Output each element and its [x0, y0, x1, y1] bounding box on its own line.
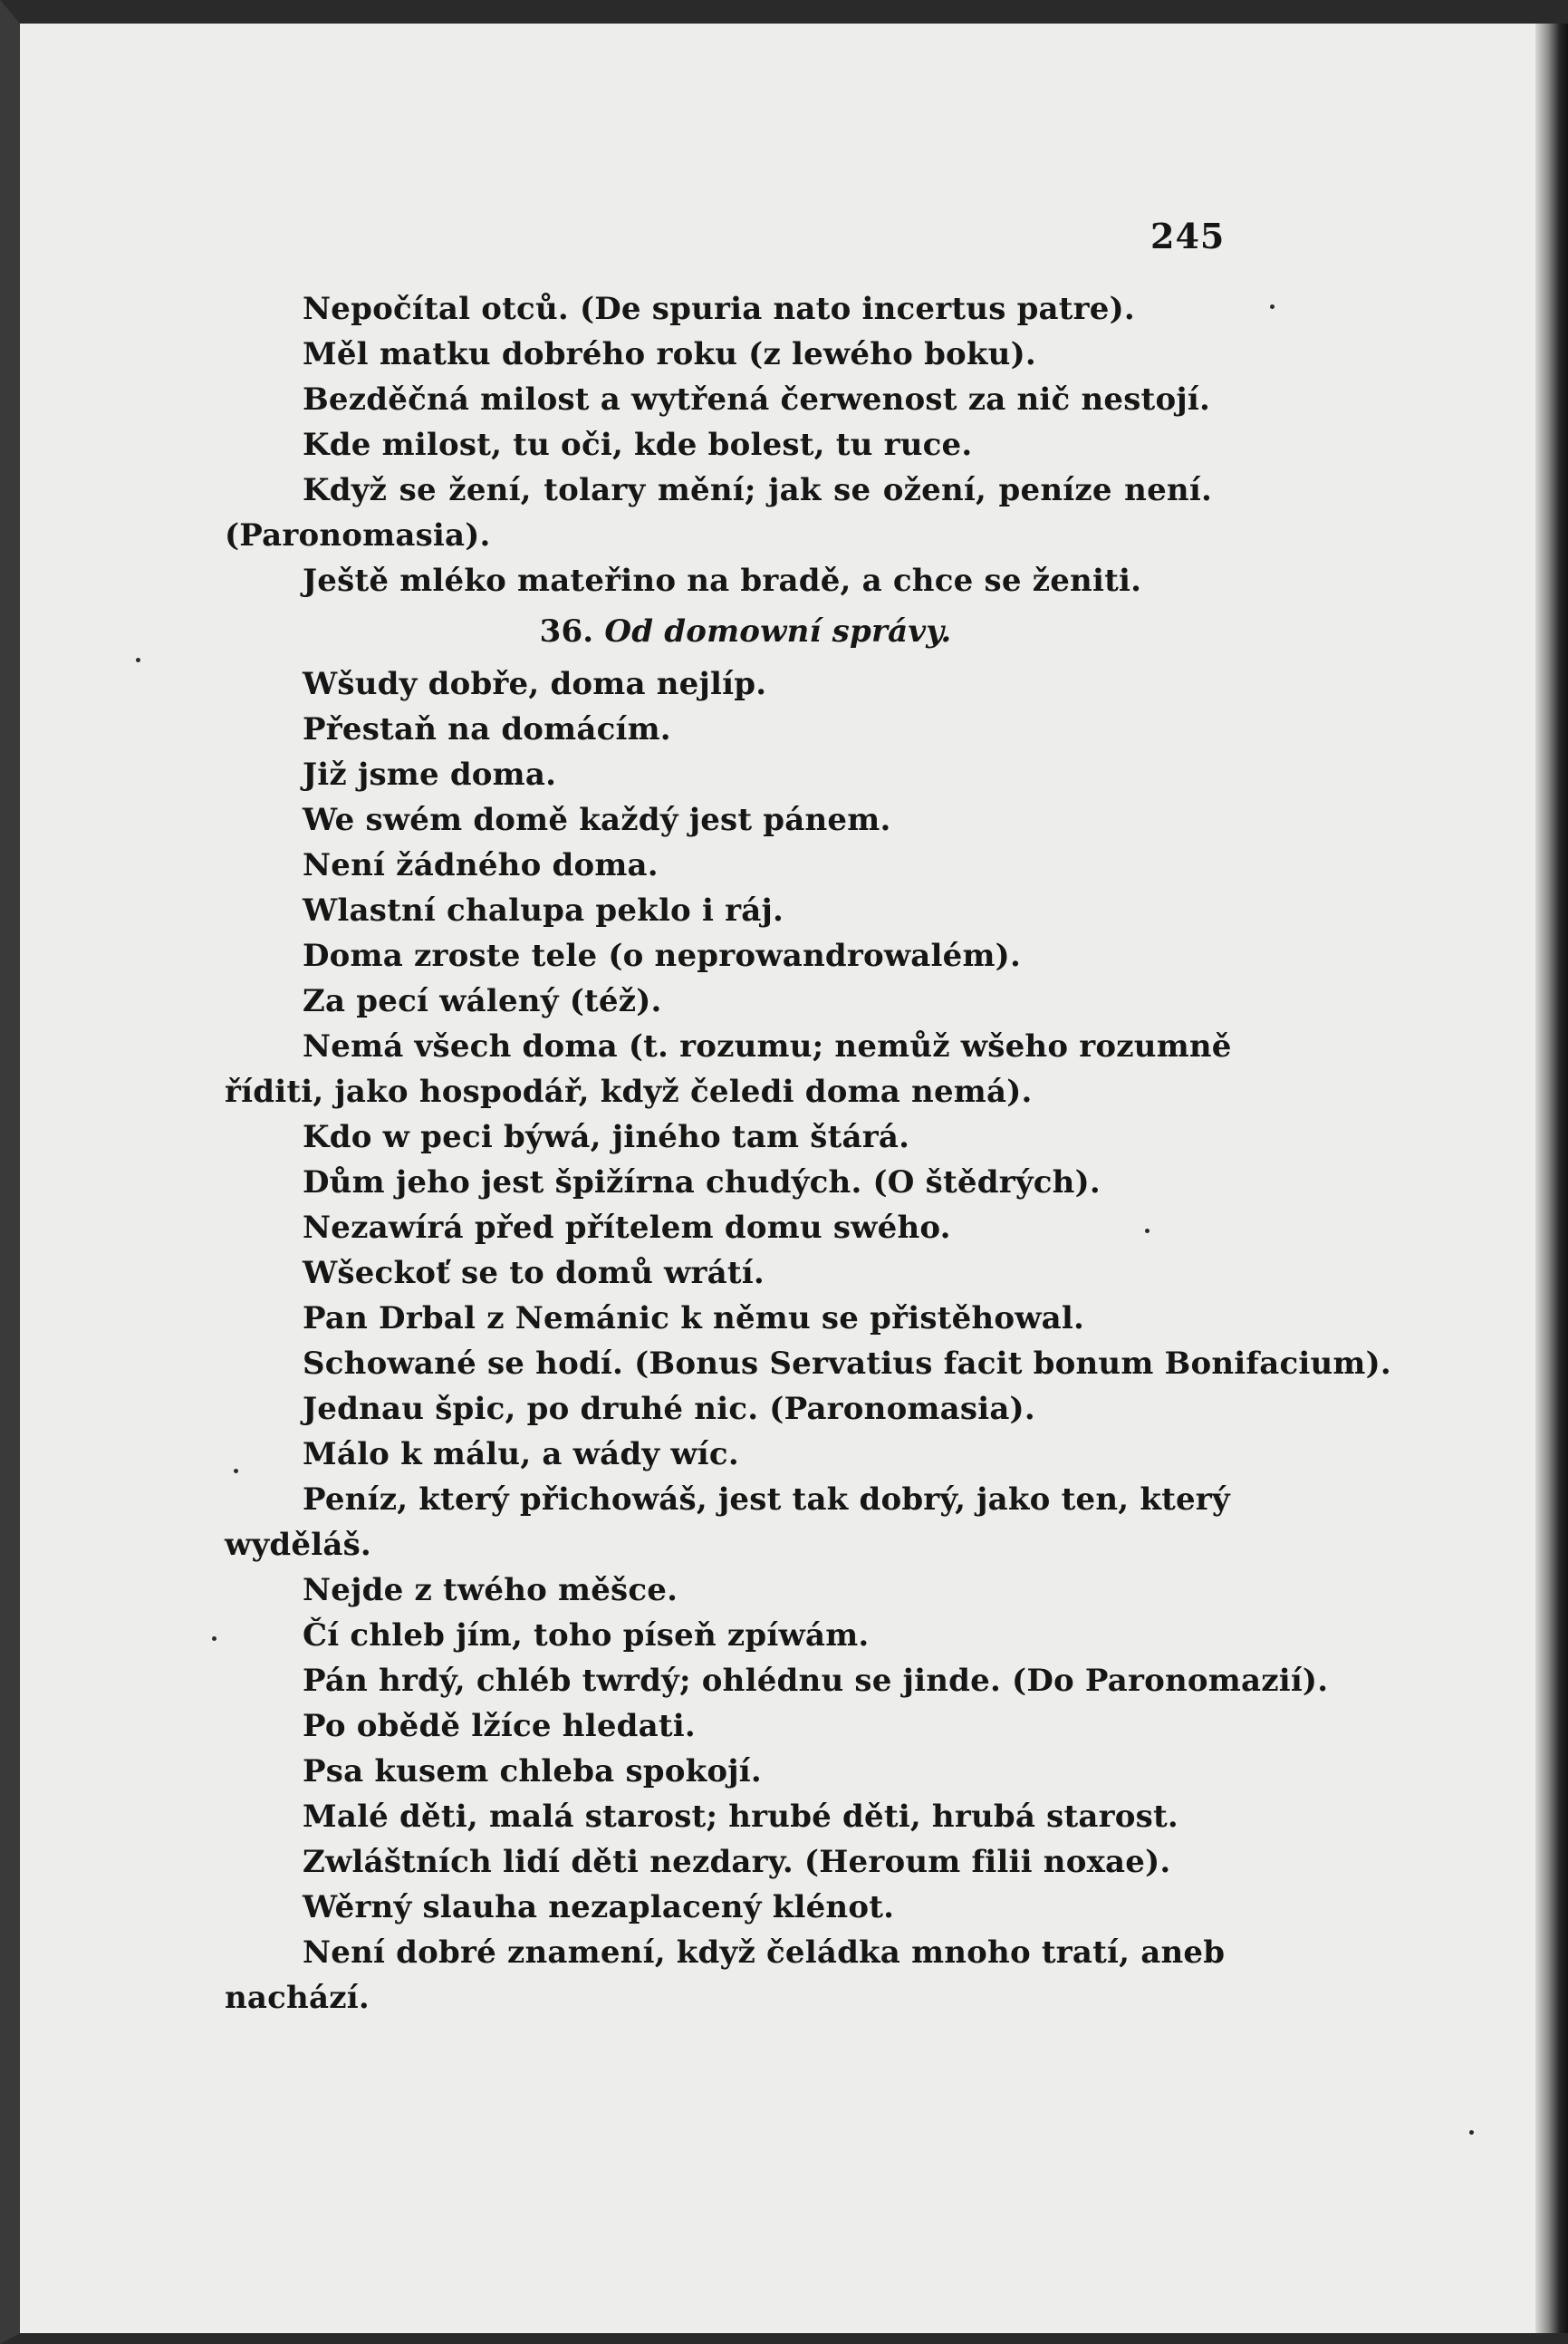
text-line: Kde milost, tu oči, kde bolest, tu ruce. [303, 427, 973, 463]
text-line: Malé děti, malá starost; hrubé děti, hrubá starost. [303, 1799, 1178, 1835]
scan-speck [1145, 1229, 1150, 1233]
text-line: Nezawírá před přítelem domu swého. [303, 1210, 951, 1246]
scan-speck [234, 1469, 238, 1473]
text-line: Psa kusem chleba spokojí. [303, 1753, 762, 1789]
text-line: Dům jeho jest špižírna chudých. (O štědrých). [303, 1164, 1101, 1201]
paragraph-first-line: Peníz, který přichowáš, jest tak dobrý, jako ten, který [303, 1481, 1230, 1518]
paragraph-first-line: Když se žení, tolary mění; jak se ožení, peníze není. [303, 472, 1212, 508]
paragraph-continuation: (Paronomasia). [225, 517, 491, 554]
text-line: Málo k málu, a wády wíc. [303, 1436, 739, 1472]
text-line: Není žádného doma. [303, 847, 659, 883]
text-line: Přestaň na domácím. [303, 711, 671, 748]
text-line: Pan Drbal z Nemánic k němu se přistěhowal. [303, 1300, 1085, 1336]
text-line: Za pecí wálený (též). [303, 983, 662, 1019]
text-line: Již jsme doma. [303, 757, 557, 793]
paragraph-continuation: wyděláš. [225, 1527, 371, 1563]
text-line: Zwláštních lidí děti nezdary. (Heroum filii noxae). [303, 1844, 1171, 1880]
paragraph-first-line: Není dobré znamení, když čeládka mnoho tratí, aneb [303, 1934, 1226, 1971]
text-line: Kdo w peci býwá, jiného tam štárá. [303, 1119, 910, 1155]
text-line: Nepočítal otců. (De spuria nato incertus patre). [303, 291, 1135, 327]
scan-speck [1469, 2130, 1474, 2135]
text-line: Wšeckoť se to domů wrátí. [303, 1255, 765, 1291]
text-line: Doma zroste tele (o neprowandrowalém). [303, 938, 1021, 974]
text-block [225, 286, 1391, 2021]
text-line: Bezděčná milost a wytřená čerwenost za nič nestojí. [303, 381, 1210, 418]
paragraph-continuation: říditi, jako hospodář, když čeledi doma nemá). [225, 1074, 1033, 1110]
text-line: Jednau špic, po druhé nic. (Paronomasia). [303, 1391, 1035, 1427]
paragraph-continuation: nachází. [225, 1980, 370, 2016]
scan-speck [136, 658, 140, 662]
page-number: 245 [1150, 216, 1226, 256]
text-line: Wšudy dobře, doma nejlíp. [303, 666, 767, 702]
text-line: Wlastní chalupa peklo i ráj. [303, 892, 784, 929]
scan-speck [1270, 304, 1275, 309]
text-line: Měl matku dobrého roku (z lewého boku). [303, 336, 1036, 372]
section-number: 36. [539, 613, 594, 650]
paragraph-first-line: Nemá všech doma (t. rozumu; nemůž wšeho rozumně [303, 1028, 1232, 1065]
text-line: We swém domě každý jest pánem. [303, 802, 891, 838]
scan-speck [212, 1636, 216, 1641]
text-line: Po obědě lžíce hledati. [303, 1708, 696, 1744]
text-line: Nejde z twého měšce. [303, 1572, 678, 1608]
text-line: Pán hrdý, chléb twrdý; ohlédnu se jinde. (Do Paronomazií). [303, 1663, 1329, 1699]
text-line: Wěrný slauha nezaplacený klénot. [303, 1889, 895, 1925]
text-line: Čí chleb jím, toho píseň zpíwám. [303, 1617, 870, 1654]
section-title: Od domowní správy. [604, 613, 952, 650]
section-heading [225, 609, 1212, 654]
text-line: Schowané se hodí. (Bonus Servatius facit bonum Bonifacium). [303, 1346, 1391, 1382]
text-line: Ještě mléko mateřino na bradě, a chce se ženiti. [303, 563, 1142, 599]
page-edge-shadow [1535, 24, 1568, 2333]
